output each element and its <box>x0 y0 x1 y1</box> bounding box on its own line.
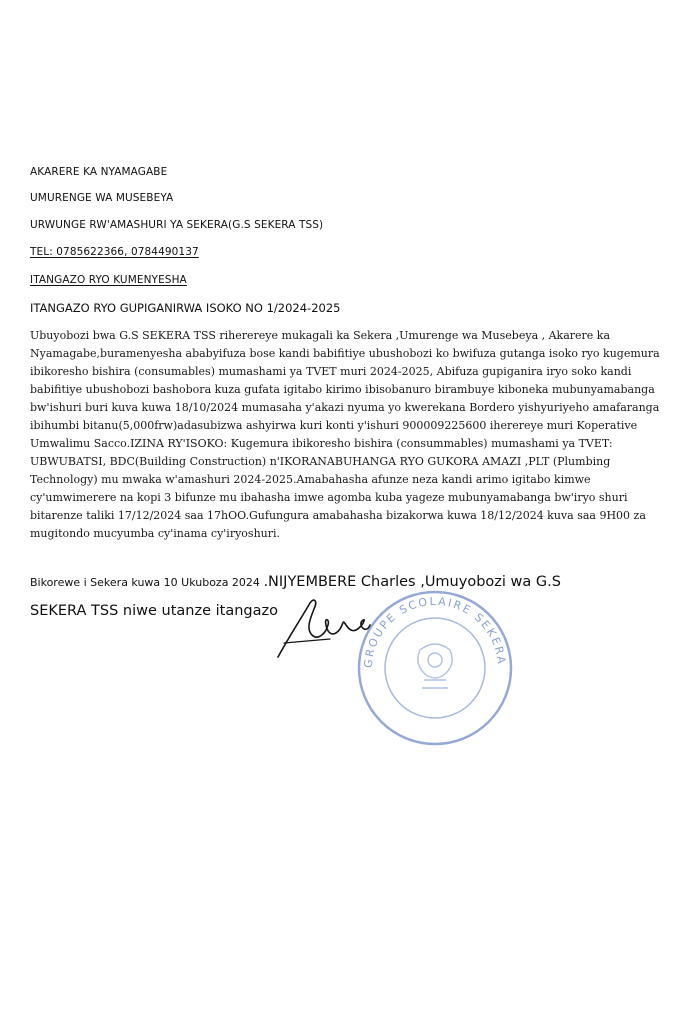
notice-title: ITANGAZO RYO GUPIGANIRWA ISOKO NO 1/2024-2025 <box>30 301 341 315</box>
sector-line: UMURENGE WA MUSEBEYA <box>30 192 174 204</box>
notice-body: Ubuyobozi bwa G.S SEKERA TSS riherereye mukagali ka Sekera ,Umurenge wa Musebeya , Akarere ka Nyamagabe,buramenyesha ababyifuza bose kandi babifitiye ubushobozi ko bwifuza gutanga isoko ryo kugemura ibikoresho bishira (consumables) mumashami ya TVET muri 2024-2025, Abifuza gupiganira iryo soko kandi babifitiye ubushobozi bashobora kuza gufata igitabo kirimo ibisobanuro birambuye kiboneka mubunyamabanga bw'ishuri buri kuva kuwa 18/10/2024 mumasaha y'akazi nyuma yo kwerekana Bordero yishyuriyeho amafaranga ibihumbi bitanu(5,000frw)adasubizwa ashyirwa kuri konti y'ishuri 900009225600 iherereye muri Koperative Umwalimu Sacco.IZINA RY'ISOKO: Kugemura ibikoresho bishira (consummables) mumashami ya TVET: UBWUBATSI, BDC(Building Construction) n'IKORANABUHANGA RYO GUKORA AMAZI ,PLT (Plumbing Technology) mu mwaka w'amashuri 2024-2025.Amabahasha afunze neza kandi arimo igitabo kimwe cy'umwimerere na kopi 3 bifunze mu ibahasha imwe agomba kuba yageze mubunyamabanga bw'iryo shuri bitarenze taliki 17/12/2024 saa 17hOO.Gufungura amabahasha bizakorwa kuwa 18/12/2024 kuva saa 9H00 za mugitondo mucyumba cy'inama cy'iryoshuri. <box>30 329 660 540</box>
svg-text:GROUPE SCOLAIRE SEKERA <box>362 595 508 668</box>
signoff-place-date: Bikorewe i Sekera kuwa 10 Ukuboza 2024 <box>30 576 260 589</box>
signature <box>270 595 380 665</box>
district-line: AKARERE KA NYAMAGABE <box>30 166 168 178</box>
phone-line: TEL: 0785622366, 0784490137 <box>30 246 199 258</box>
stamp-text: GROUPE SCOLAIRE SEKERA <box>361 594 509 669</box>
signoff-line-2: SEKERA TSS niwe utanze itangazo <box>30 603 278 619</box>
signoff-name: .NIJYEMBERE Charles ,Umuyobozi wa G.S <box>263 574 561 590</box>
school-line: URWUNGE RW'AMASHURI YA SEKERA(G.S SEKERA TSS) <box>30 219 324 231</box>
announcement-label: ITANGAZO RYO KUMENYESHA <box>30 274 187 286</box>
